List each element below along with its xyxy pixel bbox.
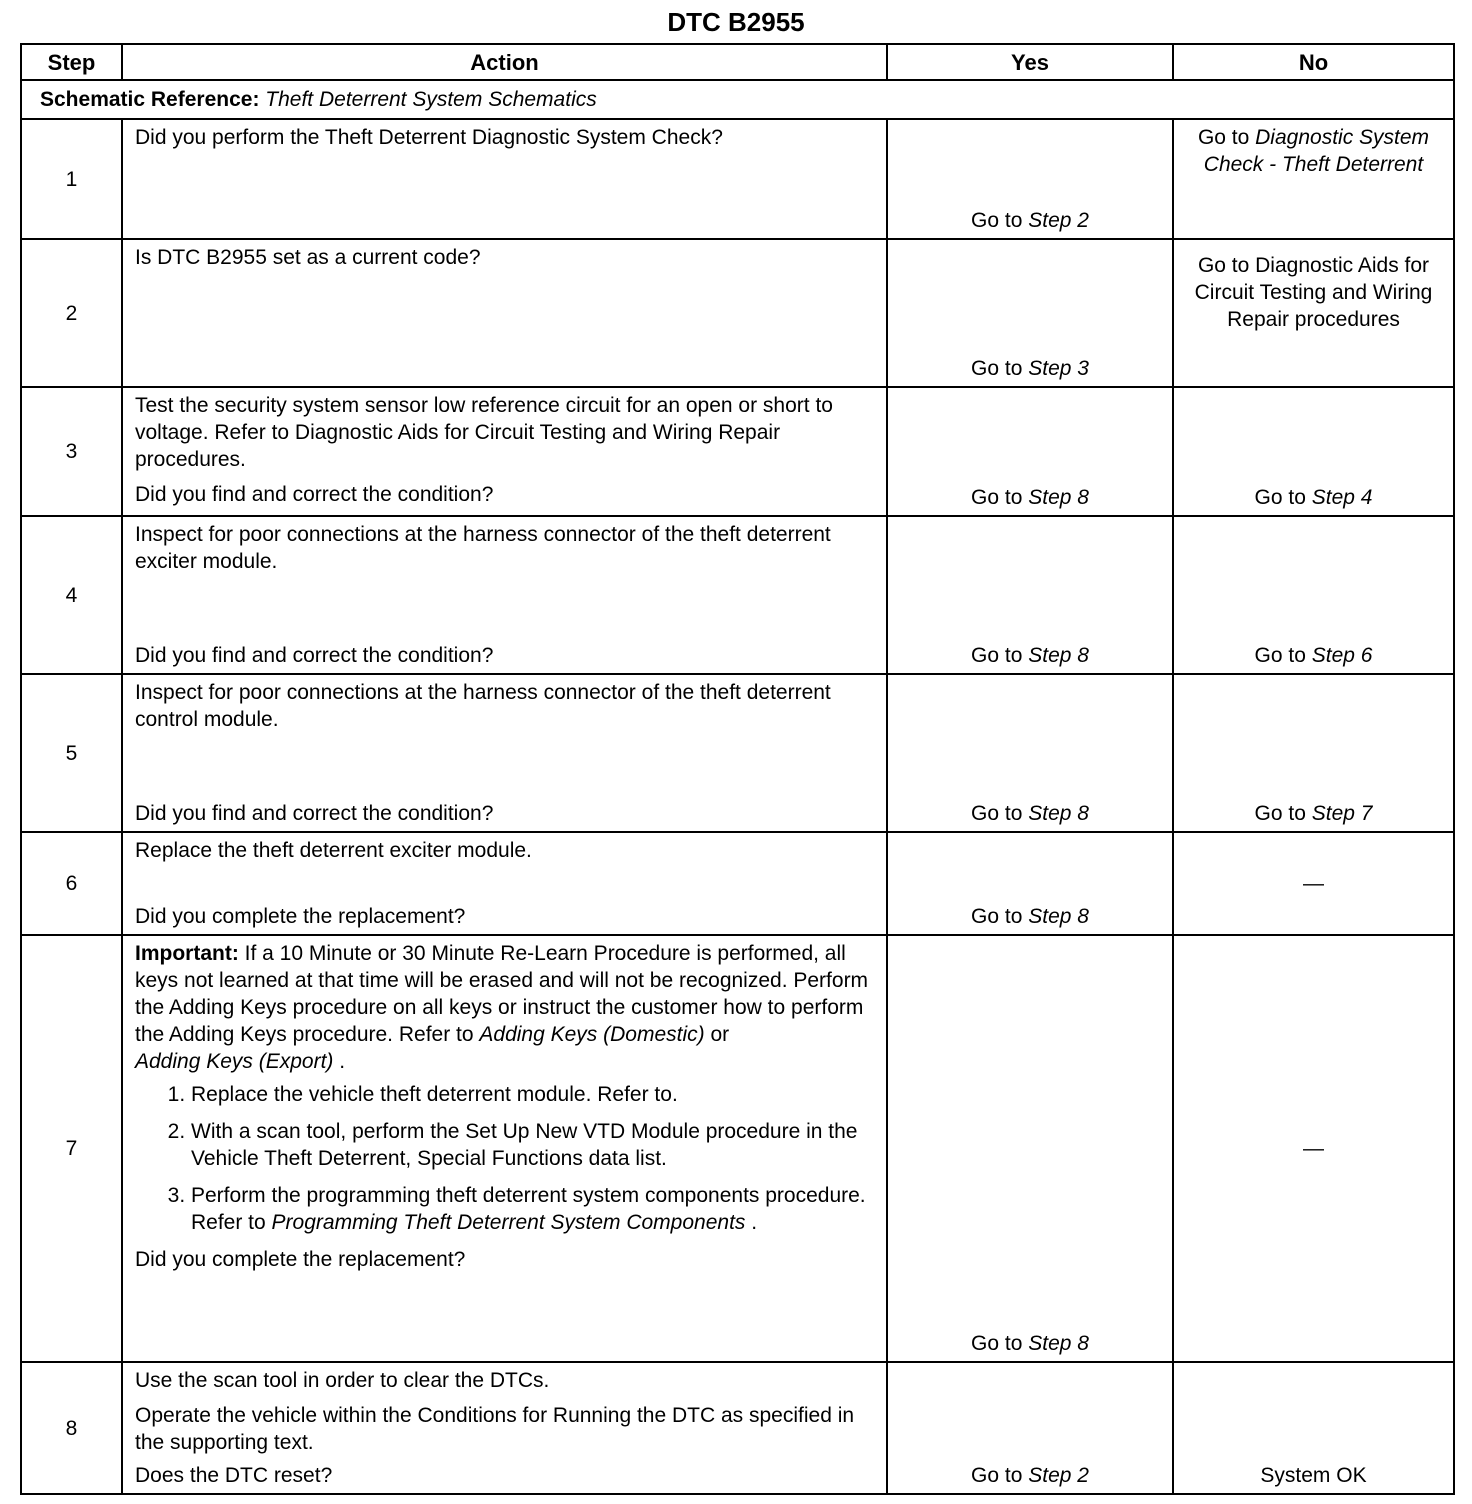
adding-keys-export-link[interactable]: Adding Keys (Export) <box>135 1050 334 1073</box>
no-dash: — <box>1303 1137 1324 1160</box>
yes-step-link[interactable]: Step 8 <box>1028 802 1089 825</box>
yes-prefix: Go to <box>971 357 1029 380</box>
yes-step-link[interactable]: Step 8 <box>1028 486 1089 509</box>
yes-cell <box>887 119 1173 239</box>
no-cell <box>1173 119 1454 239</box>
no-dash: — <box>1303 872 1324 895</box>
important-text: If a 10 Minute or 30 Minute Re-Learn Procedure is performed, all keys not learned at that time will be erased and will not be recognized. Perform the Adding Keys procedure on all keys or instruct the customer how to perform the Adding Keys procedure. Refer to <box>135 942 869 1046</box>
action-question: Did you complete the replacement? <box>135 1248 466 1271</box>
important-label: Important: <box>135 942 239 965</box>
no-cell <box>1173 516 1454 674</box>
yes-cell <box>887 239 1173 387</box>
list-item <box>191 1182 876 1236</box>
table-row <box>21 832 1454 935</box>
yes-prefix: Go to <box>971 1332 1029 1355</box>
diagnostic-table <box>20 43 1455 1495</box>
action-text: Inspect for poor connections at the harness connector of the theft deterrent exciter module. <box>135 523 831 573</box>
important-end: . <box>333 1050 346 1073</box>
header-row <box>21 44 1454 80</box>
action-text: Did you perform the Theft Deterrent Diagnostic System Check? <box>135 126 723 149</box>
list-item <box>191 1118 876 1172</box>
yes-prefix: Go to <box>971 1464 1029 1487</box>
action-text-2: Operate the vehicle within the Conditions for Running the DTC as specified in the supporting text. <box>135 1404 855 1454</box>
header-yes: Yes <box>887 44 1173 80</box>
step-number: 1 <box>21 119 122 239</box>
schematic-link[interactable]: Theft Deterrent System Schematics <box>265 88 597 111</box>
important-note <box>135 940 876 1075</box>
important-or: or <box>704 1023 730 1046</box>
no-step-link[interactable]: Step 4 <box>1311 486 1373 509</box>
no-text: Go to Diagnostic Aids for Circuit Testing and Wiring Repair procedures <box>1194 254 1433 331</box>
yes-step-link[interactable]: Step 8 <box>1028 905 1089 928</box>
action-question: Did you complete the replacement? <box>135 905 466 928</box>
yes-step-link[interactable]: Step 8 <box>1028 644 1089 667</box>
action-text: Inspect for poor connections at the harness connector of the theft deterrent control module. <box>135 681 831 731</box>
yes-prefix: Go to <box>971 209 1029 232</box>
no-cell <box>1173 1362 1454 1494</box>
action-text: Replace the theft deterrent exciter module. <box>135 839 532 862</box>
yes-prefix: Go to <box>971 486 1029 509</box>
action-cell <box>122 387 887 516</box>
header-step: Step <box>21 44 122 80</box>
no-cell <box>1173 674 1454 832</box>
step-number: 8 <box>21 1362 122 1494</box>
table-row <box>21 239 1454 387</box>
table-row <box>21 387 1454 516</box>
yes-cell <box>887 387 1173 516</box>
document-title: DTC B2955 <box>667 7 805 37</box>
yes-step-link[interactable]: Step 2 <box>1028 1464 1089 1487</box>
action-cell <box>122 674 887 832</box>
no-cell <box>1173 832 1454 935</box>
list-item-text: With a scan tool, perform the Set Up New VTD Module procedure in the Vehicle Theft Deterrent, Special Functions data list. <box>191 1120 858 1170</box>
no-cell <box>1173 239 1454 387</box>
table-row <box>21 1362 1454 1494</box>
yes-step-link[interactable]: Step 2 <box>1028 209 1089 232</box>
list-item-text: Replace the vehicle theft deterrent module. Refer to. <box>191 1083 678 1106</box>
action-question: Did you find and correct the condition? <box>135 483 494 506</box>
list-item <box>191 1081 876 1108</box>
no-step-link[interactable]: Step 6 <box>1311 644 1373 667</box>
table-row <box>21 674 1454 832</box>
no-link[interactable]: Diagnostic System Check - Theft Deterrent <box>1203 126 1430 176</box>
yes-cell <box>887 935 1173 1362</box>
schematic-reference <box>21 80 1454 119</box>
no-prefix: Go to <box>1197 126 1256 149</box>
action-question: Did you find and correct the condition? <box>135 644 494 667</box>
no-prefix: Go to <box>1254 644 1312 667</box>
no-cell <box>1173 935 1454 1362</box>
schematic-row <box>21 80 1454 119</box>
action-cell <box>122 119 887 239</box>
yes-cell <box>887 832 1173 935</box>
action-text: Use the scan tool in order to clear the DTCs. <box>135 1369 550 1392</box>
action-cell <box>122 832 887 935</box>
action-question: Does the DTC reset? <box>135 1464 333 1487</box>
no-prefix: Go to <box>1254 486 1312 509</box>
header-no: No <box>1173 44 1454 80</box>
step-number: 3 <box>21 387 122 516</box>
yes-prefix: Go to <box>971 802 1029 825</box>
adding-keys-domestic-link[interactable]: Adding Keys (Domestic) <box>479 1023 705 1046</box>
action-cell <box>122 239 887 387</box>
list-item-text: Perform the programming theft deterrent system components procedure. Refer to <box>191 1184 866 1234</box>
yes-step-link[interactable]: Step 8 <box>1028 1332 1089 1355</box>
yes-cell <box>887 674 1173 832</box>
yes-prefix: Go to <box>971 905 1029 928</box>
step-number: 4 <box>21 516 122 674</box>
procedure-list <box>135 1081 876 1236</box>
yes-cell <box>887 516 1173 674</box>
no-cell <box>1173 387 1454 516</box>
yes-cell <box>887 1362 1173 1494</box>
no-prefix: Go to <box>1254 802 1312 825</box>
action-question: Did you find and correct the condition? <box>135 802 494 825</box>
action-text: Is DTC B2955 set as a current code? <box>135 246 481 269</box>
schematic-label: Schematic Reference: <box>40 88 260 111</box>
step-number: 2 <box>21 239 122 387</box>
programming-components-link[interactable]: Programming Theft Deterrent System Components <box>271 1211 746 1234</box>
table-row <box>21 516 1454 674</box>
table-row <box>21 119 1454 239</box>
action-cell <box>122 516 887 674</box>
no-step-link[interactable]: Step 7 <box>1311 802 1373 825</box>
step-number: 5 <box>21 674 122 832</box>
action-cell <box>122 1362 887 1494</box>
yes-step-link[interactable]: Step 3 <box>1028 357 1089 380</box>
no-text: System OK <box>1260 1464 1367 1487</box>
table-row <box>21 935 1454 1362</box>
header-action: Action <box>122 44 887 80</box>
yes-prefix: Go to <box>971 644 1029 667</box>
step-number: 7 <box>21 935 122 1362</box>
action-cell <box>122 935 887 1362</box>
action-text: Test the security system sensor low reference circuit for an open or short to voltage. Refer to Diagnostic Aids for Circuit Testing and Wiring Repair procedures. <box>135 394 833 471</box>
list-item-end: . <box>745 1211 758 1234</box>
step-number: 6 <box>21 832 122 935</box>
